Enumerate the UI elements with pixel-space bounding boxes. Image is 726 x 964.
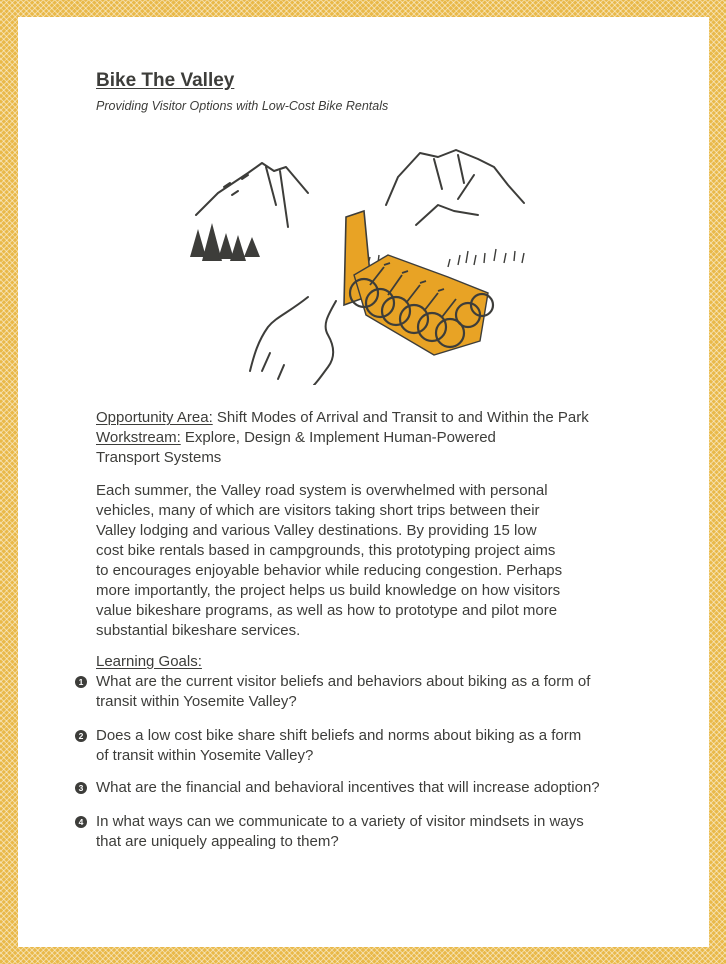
mountain-left-outline bbox=[196, 163, 308, 215]
workstream-label: Workstream: bbox=[96, 429, 181, 446]
learning-goal-item bbox=[78, 812, 656, 852]
paragraph-line: substantial bikeshare services. bbox=[96, 622, 301, 639]
workstream-row bbox=[96, 428, 656, 448]
goal-number-badge: 2 bbox=[75, 730, 87, 742]
mountain-right-outline bbox=[386, 150, 524, 205]
learning-goal-item bbox=[78, 778, 656, 798]
paragraph-line: Each summer, the Valley road system is overwhelmed with personal bbox=[96, 482, 548, 499]
learning-goals-heading: Learning Goals: bbox=[96, 653, 202, 670]
mountain-right-ridge bbox=[434, 155, 474, 199]
learning-goal-item bbox=[78, 672, 656, 712]
goal-text-line: that are uniquely appealing to them? bbox=[96, 833, 339, 850]
goal-text-line: What are the financial and behavioral incentives that will increase adoption? bbox=[96, 779, 600, 796]
workstream-value: Explore, Design & Implement Human-Powered bbox=[180, 429, 496, 446]
pine-trees bbox=[190, 223, 260, 261]
page-sheet bbox=[18, 17, 709, 947]
learning-goal-item bbox=[78, 726, 656, 766]
opportunity-label: Opportunity Area: bbox=[96, 409, 213, 426]
goal-text-line: What are the current visitor beliefs and behaviors about biking as a form of bbox=[96, 673, 591, 690]
paragraph-line: Valley lodging and various Valley destinations. By providing 15 low bbox=[96, 522, 537, 539]
road-left bbox=[250, 297, 308, 371]
page-title: Bike The Valley bbox=[96, 70, 235, 91]
goal-number-badge: 1 bbox=[75, 676, 87, 688]
paragraph-line: to encourages enjoyable behavior while reducing congestion. Perhaps bbox=[96, 562, 563, 579]
opportunity-row bbox=[96, 408, 656, 428]
goal-number-badge: 3 bbox=[75, 782, 87, 794]
goal-text-line: Does a low cost bike share shift beliefs and norms about biking as a form bbox=[96, 727, 582, 744]
mountain-left-ridge bbox=[266, 167, 288, 227]
description-paragraph bbox=[96, 481, 636, 641]
paragraph-line: value bikeshare programs, as well as how to prototype and pilot more bbox=[96, 602, 558, 619]
goal-text-line: In what ways can we communicate to a variety of visitor mindsets in ways bbox=[96, 813, 584, 830]
road-right bbox=[314, 301, 336, 385]
project-meta bbox=[96, 408, 656, 468]
mountain-bike-rack-illustration bbox=[158, 145, 538, 385]
paragraph-line: vehicles, many of which are visitors taking short trips between their bbox=[96, 502, 540, 519]
paragraph-line: cost bike rentals based in campgrounds, this prototyping project aims bbox=[96, 542, 556, 559]
goal-text-line: of transit within Yosemite Valley? bbox=[96, 747, 314, 764]
paragraph-line: more importantly, the project helps us build knowledge on how visitors bbox=[96, 582, 561, 599]
bike-rack-platform bbox=[354, 255, 488, 355]
workstream-value-continued: Transport Systems bbox=[96, 449, 222, 466]
page-subtitle: Providing Visitor Options with Low-Cost Bike Rentals bbox=[96, 99, 389, 113]
goal-text-line: transit within Yosemite Valley? bbox=[96, 693, 297, 710]
opportunity-value: Shift Modes of Arrival and Transit to and Within the Park bbox=[212, 409, 589, 426]
goal-number-badge: 4 bbox=[75, 816, 87, 828]
